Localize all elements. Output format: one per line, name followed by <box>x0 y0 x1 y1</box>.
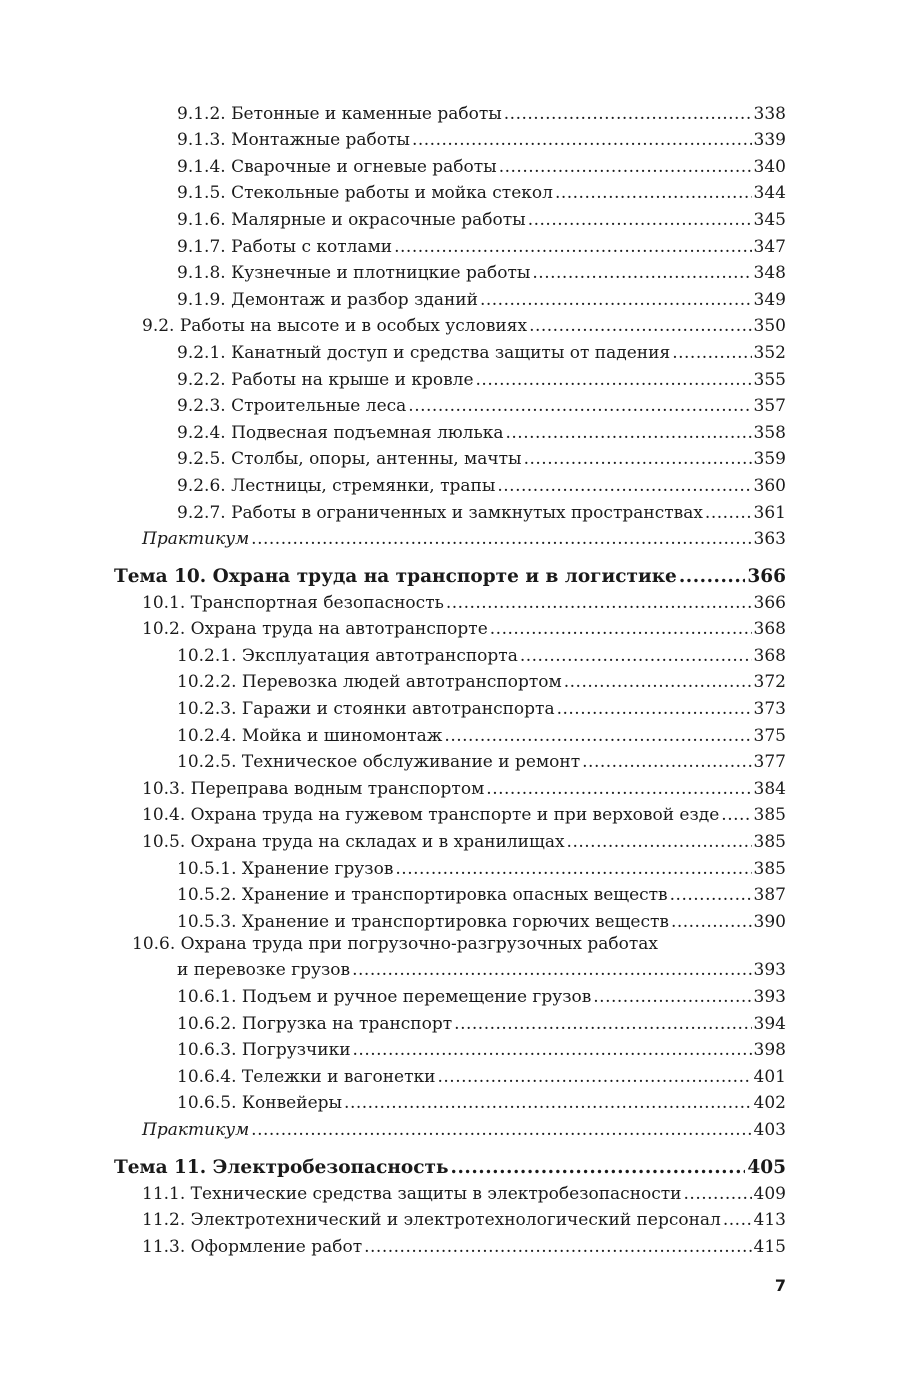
toc-entry-title: Тема 11. Электробезопасность <box>114 1156 449 1178</box>
toc-entry-title: 9.2.1. Канатный доступ и средства защиты от падения <box>177 342 671 363</box>
dot-leader <box>582 752 751 773</box>
toc-entry-page: 368 <box>753 619 786 640</box>
toc-entry-title: 10.6.3. Погрузчики <box>177 1040 351 1061</box>
dot-leader <box>564 672 752 693</box>
toc-entry[interactable] <box>0 524 900 551</box>
toc-entry-title: 9.1.2. Бетонные и каменные работы <box>177 103 502 124</box>
dot-leader <box>352 960 751 981</box>
toc-entry-title: 9.1.5. Стекольные работы и мойка стекол <box>177 183 553 204</box>
toc-entry-title: 9.1.7. Работы с котлами <box>177 236 393 257</box>
page-number: 7 <box>774 1276 786 1295</box>
toc-entry[interactable] <box>0 1205 900 1232</box>
toc-entry-title: 9.2.3. Строительные леса <box>177 396 407 417</box>
toc-entry[interactable] <box>0 151 900 178</box>
toc-entry[interactable] <box>0 1114 900 1141</box>
toc-entry[interactable] <box>0 1231 900 1258</box>
dot-leader <box>705 503 752 524</box>
toc-entry-title: 10.2.1. Эксплуатация автотранспорта <box>177 645 518 666</box>
dot-leader <box>567 832 752 853</box>
toc-entry-title: 9.2.4. Подвесная подъемная люлька <box>177 422 504 443</box>
toc-entry-title: 9.1.4. Сварочные и огневые работы <box>177 156 497 177</box>
dot-leader <box>444 726 751 747</box>
toc-entry-page: 359 <box>753 449 786 470</box>
toc-entry-page: 366 <box>747 566 786 588</box>
toc-entry[interactable] <box>0 1008 900 1035</box>
dot-leader <box>499 157 752 178</box>
toc-entry[interactable] <box>0 125 900 152</box>
toc-entry[interactable] <box>0 693 900 720</box>
toc-entry[interactable] <box>0 1035 900 1062</box>
toc-entry-page: 390 <box>753 911 786 932</box>
dot-leader <box>555 183 752 204</box>
toc-entry-page: 363 <box>753 529 786 550</box>
dot-leader <box>524 449 752 470</box>
toc-entry-page: 403 <box>753 1119 786 1140</box>
toc-entry-page: 338 <box>753 103 786 124</box>
toc-entry-title: 10.2.5. Техническое обслуживание и ремонт <box>177 752 581 773</box>
dot-leader <box>394 237 751 258</box>
toc-entry-title: 10.2.3. Гаражи и стоянки автотранспорта <box>177 699 555 720</box>
dot-leader <box>437 1067 751 1088</box>
toc-topic-entry[interactable] <box>0 556 900 587</box>
toc-entry[interactable] <box>0 231 900 258</box>
dot-leader <box>251 1120 751 1141</box>
toc-entry-page: 415 <box>753 1236 786 1257</box>
toc-entry[interactable] <box>0 1178 900 1205</box>
dot-leader <box>721 805 751 826</box>
toc-entry-title: 10.2.2. Перевозка людей автотранспортом <box>177 672 562 693</box>
toc-entry-title: 9.1.9. Демонтаж и разбор зданий <box>177 289 478 310</box>
toc-entry[interactable] <box>0 337 900 364</box>
toc-entry-page: 402 <box>753 1093 786 1114</box>
dot-leader <box>684 1184 752 1205</box>
toc-entry-page: 339 <box>753 130 786 151</box>
toc-entry-page: 401 <box>753 1066 786 1087</box>
toc-entry[interactable] <box>0 284 900 311</box>
dot-leader <box>679 566 746 587</box>
toc-entry-page: 413 <box>753 1210 786 1231</box>
toc-entry[interactable] <box>0 880 900 907</box>
toc-entry-title: 10.6.4. Тележки и вагонетки <box>177 1066 436 1087</box>
toc-entry[interactable] <box>0 720 900 747</box>
dot-leader <box>412 130 752 151</box>
toc-entry-page: 387 <box>753 885 786 906</box>
dot-leader <box>520 646 752 667</box>
toc-entry-title: 9.2.7. Работы в ограниченных и замкнутых пространствах <box>177 502 703 523</box>
toc-entry[interactable] <box>0 497 900 524</box>
toc-entry-page: 340 <box>753 156 786 177</box>
toc-entry[interactable] <box>0 800 900 827</box>
toc-entry-page: 377 <box>753 752 786 773</box>
toc-entry-page: 394 <box>753 1013 786 1034</box>
dot-leader <box>364 1237 751 1258</box>
toc-entry-title: 10.6.5. Конвейеры <box>177 1093 343 1114</box>
toc-entry[interactable] <box>0 640 900 667</box>
dot-leader <box>451 1157 746 1178</box>
dot-leader <box>486 779 751 800</box>
toc-entry-title: и перевозке грузов <box>177 960 351 981</box>
toc-entry[interactable] <box>0 1061 900 1088</box>
toc-entry[interactable] <box>0 981 900 1008</box>
dot-leader <box>532 263 751 284</box>
toc-entry[interactable] <box>0 470 900 497</box>
dot-leader <box>446 593 752 614</box>
toc-entry-page: 398 <box>753 1040 786 1061</box>
toc-entry-page: 357 <box>753 396 786 417</box>
toc-entry-title: 10.3. Переправа водным транспортом <box>142 778 485 799</box>
toc-entry-page: 393 <box>753 960 786 981</box>
toc-entry-page: 347 <box>753 236 786 257</box>
toc-entry-title: 10.6.1. Подъем и ручное перемещение грузов <box>177 987 592 1007</box>
toc-entry-title: 10.6.2. Погрузка на транспорт <box>177 1013 453 1034</box>
toc-entry-page: 358 <box>753 422 786 443</box>
toc-entry-title: 10.6. Охрана труда при погрузочно-разгрузочных работах <box>132 933 659 954</box>
dot-leader <box>528 210 752 231</box>
toc-entry[interactable] <box>0 178 900 205</box>
dot-leader <box>505 423 751 444</box>
toc-entry-page: 385 <box>753 832 786 853</box>
toc-entry-title: 9.2. Работы на высоте и в особых условиях <box>142 316 528 337</box>
toc-entry[interactable] <box>0 667 900 694</box>
toc-entry-page: 344 <box>753 183 786 204</box>
toc-entry[interactable] <box>0 614 900 641</box>
dot-leader <box>593 987 751 1008</box>
dot-leader <box>557 699 752 720</box>
toc-entry[interactable] <box>0 853 900 880</box>
toc-entry-title: 10.5. Охрана труда на складах и в хранилищах <box>142 832 565 853</box>
toc-entry[interactable] <box>0 826 900 853</box>
toc-entry-page: 409 <box>753 1183 786 1204</box>
dot-leader <box>671 912 752 933</box>
toc-entry-page: 360 <box>753 475 786 496</box>
toc-entry-title: 11.2. Электротехнический и электротехнологический персонал <box>142 1210 721 1231</box>
toc-entry-page: 373 <box>753 699 786 720</box>
toc-entry-page: 352 <box>753 342 786 363</box>
toc-entry-page: 385 <box>753 858 786 879</box>
toc-entry[interactable] <box>0 311 900 338</box>
toc-entry[interactable] <box>0 364 900 391</box>
toc-entry-page: 405 <box>747 1156 786 1178</box>
toc-entry[interactable] <box>0 773 900 800</box>
toc-entry[interactable] <box>0 417 900 444</box>
toc-entry-title: Практикум <box>142 1119 250 1140</box>
toc-entry[interactable] <box>0 258 900 285</box>
toc-entry-page: 349 <box>753 289 786 310</box>
toc-entry-page: 393 <box>753 987 786 1007</box>
toc-entry[interactable] <box>0 1088 900 1115</box>
toc-entry-title: 10.5.3. Хранение и транспортировка горючих веществ <box>177 911 669 932</box>
toc-entry-title: Тема 10. Охрана труда на транспорте и в логистике <box>114 566 677 588</box>
toc-entry-title: 9.2.6. Лестницы, стремянки, трапы <box>177 475 496 496</box>
dot-leader <box>480 290 752 311</box>
toc-entry-page: 350 <box>753 316 786 337</box>
toc-entry-title: 10.2. Охрана труда на автотранспорте <box>142 619 488 640</box>
toc-entry-page: 361 <box>753 502 786 523</box>
toc-entry-title: 11.1. Технические средства защиты в электробезопасности <box>142 1183 682 1204</box>
toc-entry-title: Практикум <box>142 529 250 550</box>
toc-entry-title: 9.1.8. Кузнечные и плотницкие работы <box>177 263 531 284</box>
toc-entry[interactable] <box>0 955 900 982</box>
toc-entry-page: 348 <box>753 263 786 284</box>
toc-topic-entry[interactable] <box>0 1147 900 1178</box>
toc-entry[interactable] <box>0 444 900 471</box>
toc-entry-page: 372 <box>753 672 786 693</box>
dot-leader <box>454 1014 751 1035</box>
dot-leader <box>529 316 751 337</box>
dot-leader <box>353 1040 752 1061</box>
toc-entry-title: 10.5.1. Хранение грузов <box>177 858 394 879</box>
toc-entry-page: 355 <box>753 369 786 390</box>
toc-entry[interactable] <box>0 933 900 955</box>
dot-leader <box>476 370 752 391</box>
dot-leader <box>723 1210 752 1231</box>
toc-entry-title: 9.2.2. Работы на крыше и кровле <box>177 369 474 390</box>
dot-leader <box>672 343 751 364</box>
toc-entry-title: 9.2.5. Столбы, опоры, антенны, мачты <box>177 449 522 470</box>
toc-entry-page: 385 <box>753 805 786 826</box>
dot-leader <box>344 1093 752 1114</box>
toc-entry-title: 10.5.2. Хранение и транспортировка опасных веществ <box>177 885 668 906</box>
dot-leader <box>408 396 751 417</box>
dot-leader <box>670 885 752 906</box>
toc-entry[interactable] <box>0 587 900 614</box>
toc-entry-page: 384 <box>753 778 786 799</box>
dot-leader <box>490 619 752 640</box>
dot-leader <box>395 859 751 880</box>
toc-entry[interactable] <box>0 204 900 231</box>
toc-entry-title: 9.1.3. Монтажные работы <box>177 130 410 151</box>
toc-entry[interactable] <box>0 391 900 418</box>
toc-entry-title: 10.1. Транспортная безопасность <box>142 592 444 613</box>
toc-entry-title: 11.3. Оформление работ <box>142 1236 363 1257</box>
toc-entry[interactable] <box>0 98 900 125</box>
toc-entry-page: 366 <box>753 592 786 613</box>
toc-entry-title: 10.4. Охрана труда на гужевом транспорте и при верховой езде <box>142 805 720 826</box>
toc-entry-title: 9.1.6. Малярные и окрасочные работы <box>177 209 526 230</box>
dot-leader <box>497 476 751 497</box>
table-of-contents <box>0 98 900 1258</box>
dot-leader <box>504 104 752 125</box>
toc-entry-title: 10.2.4. Мойка и шиномонтаж <box>177 725 443 746</box>
toc-entry[interactable] <box>0 906 900 933</box>
toc-entry[interactable] <box>0 747 900 774</box>
toc-entry-page: 375 <box>753 725 786 746</box>
dot-leader <box>251 529 751 550</box>
toc-entry-page: 345 <box>753 209 786 230</box>
toc-entry-page: 368 <box>753 645 786 666</box>
